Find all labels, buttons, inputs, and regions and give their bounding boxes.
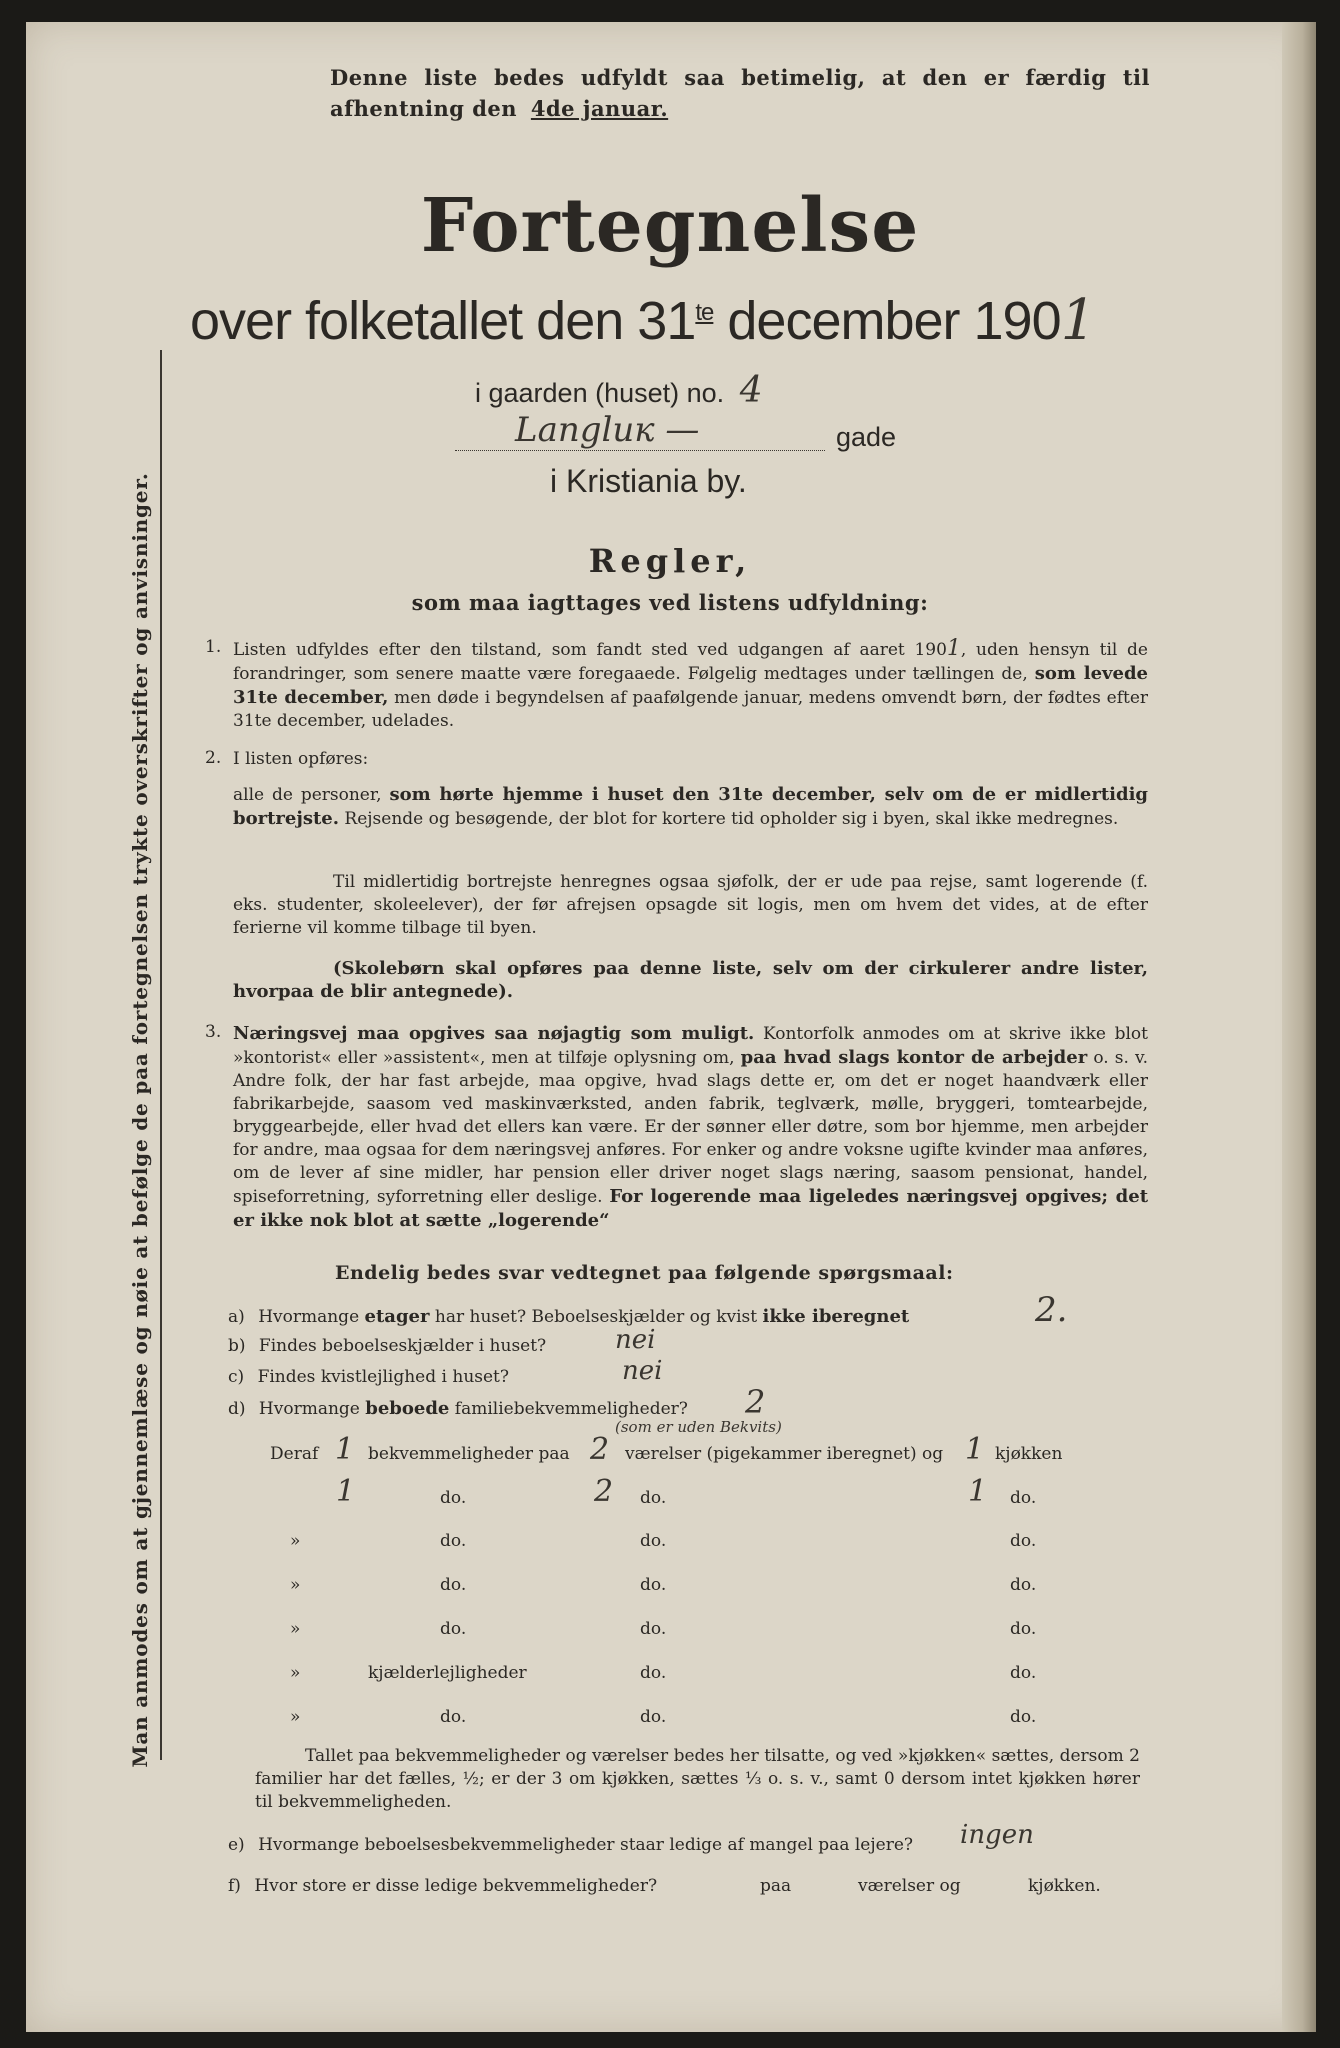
row-do-kitchens: do. [1010,1707,1037,1727]
answer-d: 2 [745,1383,766,1421]
rule-1-year: 1 [946,636,961,661]
street-suffix: gade [836,422,897,452]
question-d [228,1398,688,1419]
house-label: i gaarden (huset) no. [475,378,725,408]
row-kitchens: 1 [968,1474,988,1509]
row-do-kitchens: do. [1010,1575,1037,1595]
row-mark: » [290,1663,301,1683]
table-kitchens-hand: 1 [965,1432,985,1467]
rules-title: Regler, [588,542,752,580]
question-e-label: e) [228,1835,245,1855]
question-f-text: Hvor store er disse ledige bekvemmeligheder? [254,1876,658,1896]
question-e [228,1835,913,1855]
table-note: Tallet paa bekvemmeligheder og værelser bedes her tilsatte, og ved »kjøkken« sættes, dersom 2 familier har det fælles, ½; er der 3 om kjøkken, sættes ⅓ o. s. v., samt 0 dersom intet kjøkken hører til bekvemmeligheden. [255,1746,1140,1812]
question-a-bold-1: etager [364,1306,430,1327]
table-row [0,1474,1340,1518]
rule-2-paragraph-2: Til midlertidig bortrejste henregnes ogsaa sjøfolk, der er ude paa rejse, samt logerende (f. eks. studenter, skoleelever), der før afrejsen opsagde sit logis, men om hvem det vides, at de efter ferierne vil komme tilbage til byen. [233,872,1148,938]
rule-2-text-b: Rejsende og besøgende, der blot for kortere tid opholder sig i byen, skal ikke medregnes. [344,809,1119,829]
table-bekv-label: bekvemmeligheder paa [368,1444,570,1464]
rule-2-number: 2. [205,748,222,768]
question-f-vaer: værelser og [858,1876,961,1896]
rule-2-text-a: alle de personer, [233,785,382,805]
table-row [0,1562,1340,1606]
table-row [0,1606,1340,1650]
question-a [228,1306,909,1327]
row-label: do. [440,1531,467,1551]
rule-3-bold-3: For logerende maa ligeledes næringsvej opgives; det er ikke nok blot at sætte „logerende“ [233,1186,1149,1231]
question-b-label: b) [228,1336,246,1356]
notice-date: 4de januar. [530,96,669,121]
rule-3-bold-1: Næringsvej maa opgives saa nøjagtig som muligt. [233,1023,755,1044]
page-subtitle [190,288,1095,353]
rule-1-text-b: , uden hensyn til de forandringer, som senere maatte være foregaaede. Følgelig medtages under tællingen de, [233,640,1148,684]
rule-3 [233,1022,1148,1233]
rule-3-text-b: o. s. v. Andre folk, der har fast arbejde, maa opgive, hvad slags dette er, om det er noget haandværk eller fabrikarbejde, saasom ved maskinværksted, anden fabrik, teglværk, mølle, bryggeri, tomtearbejde, bryggearbejde, eller hvad det ellers kan være. Er der sønner eller døtre, som bor hjemme, men arbejder for andre, maa ogsaa for dem næringsvej anføres. For enker og andre voksne ugifte kvinder maa anføres, om de lever af sine midler, har pension eller driver noget slags næring, saasom pensionat, handel, spiseforretning, syforretning eller deslige. [233,1048,1149,1207]
row-label: kjælderlejligheder [368,1663,527,1683]
rule-2-bold: som hørte hjemme i huset den 31te december, selv om de er midlertidig bortrejste. [233,784,1149,829]
answer-b: nei [615,1325,656,1355]
table-note-hand: (som er uden Bekvits) [615,1418,782,1436]
question-d-bold: beboede [365,1398,450,1419]
question-b [228,1336,546,1356]
question-f-label: f) [228,1876,241,1896]
row-do-rooms: do. [640,1531,667,1551]
notice-line-1: Denne liste bedes udfyldt saa betimelig, at den er færdig til [330,65,1150,90]
house-line [475,370,763,411]
notice-line-2 [330,93,1150,124]
table-count-hand: 1 [335,1432,355,1467]
question-d-text-1: Hvormange [258,1399,360,1419]
rule-3-text-a: Kontorfolk anmodes om at skrive ikke blot »kontorist« eller »assistent«, men at tilføje oplysning om, [233,1024,1148,1068]
question-d-text-2: familiebekvemmeligheder? [454,1399,688,1419]
city-line: i Kristiania by. [550,463,747,499]
page-title: Fortegnelse [420,183,920,269]
table-row [0,1650,1340,1694]
row-do-kitchens: do. [1010,1619,1037,1639]
notice-text [330,62,1150,124]
question-d-label: d) [228,1399,246,1419]
question-b-text: Findes beboelseskjælder i huset? [258,1336,547,1356]
row-do-rooms: do. [640,1619,667,1639]
question-a-bold-2: ikke iberegnet [762,1306,910,1327]
table-rooms-hand: 2 [590,1432,610,1467]
subtitle-text: over folketallet den 31 [190,291,696,351]
table-kjok-label: kjøkken [995,1444,1063,1464]
answer-a: 2. [1035,1290,1068,1330]
row-mark: » [290,1619,301,1639]
table-row [0,1694,1340,1738]
year-handwritten: 1 [1060,288,1096,353]
table-deraf: Deraf [270,1444,319,1464]
question-c-label: c) [228,1367,245,1387]
subtitle-year: december 190 [727,291,1061,351]
row-mark: » [290,1707,301,1727]
question-f-kjok: kjøkken. [1028,1876,1101,1896]
rule-2-paragraph-3: (Skolebørn skal opføres paa denne liste, selv om der cirkulerer andre lister, hvorpaa de blir antegnede). [233,958,1148,1002]
table-vaer-label: værelser (pigekammer iberegnet) og [625,1444,944,1464]
row-label: do. [440,1707,467,1727]
subtitle-sup: te [695,299,714,326]
question-c [228,1367,509,1387]
row-rooms: 2 [594,1474,614,1509]
rule-3-bold-2: paa hvad slags kontor de arbejder [740,1047,1088,1068]
question-e-text: Hvormange beboelsesbekvemmeligheder staar ledige af mangel paa lejere? [258,1835,913,1855]
table-row [0,1518,1340,1562]
row-do-rooms: do. [640,1707,667,1727]
row-do-rooms: do. [640,1663,667,1683]
notice-prefix: afhentning den [330,96,525,121]
rule-1 [233,637,1148,733]
rule-3-number: 3. [205,1022,222,1042]
question-a-text-2: har huset? Beboelseskjælder og kvist [434,1307,758,1327]
answer-c: nei [622,1356,663,1386]
question-a-text-1: Hvormange [258,1307,360,1327]
street-handwritten: Langlик — [455,410,825,451]
question-f [228,1876,657,1896]
rule-1-text-c: men døde i begyndelsen af paafølgende januar, medens omvendt børn, der fødtes efter 31te december, udelades. [233,688,1149,731]
question-c-text: Findes kvistlejlighed i huset? [257,1367,510,1387]
row-do-kitchens: do. [1010,1488,1037,1508]
row-label: do. [440,1619,467,1639]
row-label: do. [440,1575,467,1595]
rules-subtitle: som maa iagttages ved listens udfyldning: [411,590,929,615]
question-f-paa: paa [760,1876,792,1896]
row-do-kitchens: do. [1010,1531,1037,1551]
question-a-label: a) [228,1307,245,1327]
row-do-rooms: do. [640,1488,667,1508]
house-number: 4 [739,370,763,411]
rule-2-body [233,783,1148,831]
street-line [455,410,855,451]
row-do-rooms: do. [640,1575,667,1595]
side-note: Man anmodes om at gjennemlæse og nøie at befølge de paa fortegnelsen trykte overskrifter og anvisninger. [128,472,152,1768]
questions-intro: Endelig bedes svar vedtegnet paa følgende spørgsmaal: [335,1262,954,1284]
row-do-kitchens: do. [1010,1663,1037,1683]
rule-1-bold: som levede 31te december, [233,663,1148,708]
rule-2-head: I listen opføres: [233,749,369,769]
answer-e: ingen [960,1820,1034,1850]
row-mark: 1 [336,1474,356,1509]
row-mark: » [290,1531,301,1551]
rule-1-number: 1. [205,637,222,657]
row-mark: » [290,1575,301,1595]
rule-1-text-a: Listen udfyldes efter den tilstand, som fandt sted ved udgangen af aaret 190 [233,640,947,660]
row-label: do. [440,1488,467,1508]
